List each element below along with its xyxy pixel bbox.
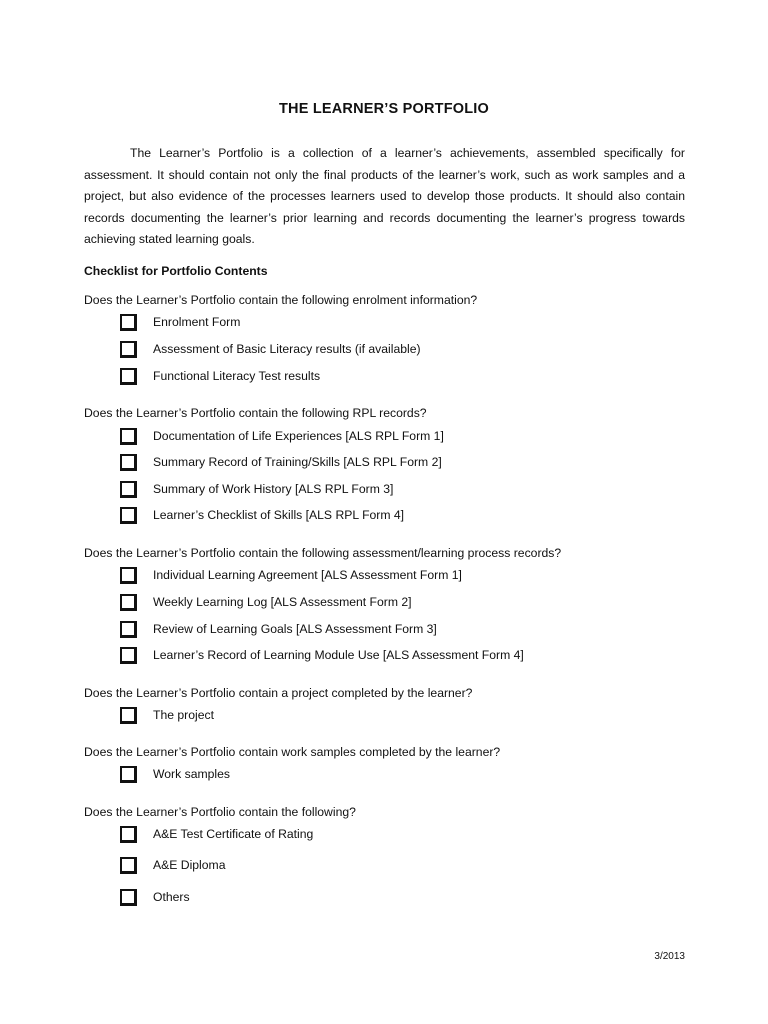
checklist-item-label: Summary Record of Training/Skills [ALS RPL Form 2] xyxy=(153,455,442,469)
checkbox-icon[interactable] xyxy=(120,647,137,664)
checklist-item-label: A&E Test Certificate of Rating xyxy=(153,827,314,841)
checklist-item-label: Work samples xyxy=(153,767,230,781)
checklist-heading: Checklist for Portfolio Contents xyxy=(84,264,268,278)
checklist-item-label: Functional Literacy Test results xyxy=(153,369,321,383)
checkbox-icon[interactable] xyxy=(120,481,137,498)
checkbox-icon[interactable] xyxy=(120,341,137,358)
page-footer-date: 3/2013 xyxy=(654,951,685,962)
checklist-item-label: Learner’s Checklist of Skills [ALS RPL Form 4] xyxy=(153,508,405,522)
checklist-item-label: Assessment of Basic Literacy results (if available) xyxy=(153,342,421,356)
section-question-project: Does the Learner’s Portfolio contain a project completed by the learner? xyxy=(84,686,473,700)
checkbox-icon[interactable] xyxy=(120,428,137,445)
checklist-item-label: The project xyxy=(153,708,214,722)
checkbox-icon[interactable] xyxy=(120,857,137,874)
section-question-other: Does the Learner’s Portfolio contain the following? xyxy=(84,805,356,819)
checklist-item-label: Documentation of Life Experiences [ALS RPL Form 1] xyxy=(153,429,444,443)
checkbox-icon[interactable] xyxy=(120,454,137,471)
checklist-item-label: Summary of Work History [ALS RPL Form 3] xyxy=(153,482,394,496)
checklist-item-label: Weekly Learning Log [ALS Assessment Form 2] xyxy=(153,595,412,609)
section-question-work-samples: Does the Learner’s Portfolio contain work samples completed by the learner? xyxy=(84,745,501,759)
checkbox-icon[interactable] xyxy=(120,707,137,724)
checklist-item-label: Learner’s Record of Learning Module Use [ALS Assessment Form 4] xyxy=(153,648,524,662)
checklist-item-label: Individual Learning Agreement [ALS Assessment Form 1] xyxy=(153,568,462,582)
checklist-item-label: Others xyxy=(153,890,190,904)
checklist-item-label: Enrolment Form xyxy=(153,315,241,329)
checkbox-icon[interactable] xyxy=(120,594,137,611)
checkbox-icon[interactable] xyxy=(120,621,137,638)
checkbox-icon[interactable] xyxy=(120,507,137,524)
section-question-rpl: Does the Learner’s Portfolio contain the following RPL records? xyxy=(84,406,427,420)
checkbox-icon[interactable] xyxy=(120,826,137,843)
checklist-item-label: A&E Diploma xyxy=(153,858,226,872)
checklist-item-label: Review of Learning Goals [ALS Assessment Form 3] xyxy=(153,622,437,636)
intro-paragraph: The Learner’s Portfolio is a collection of a learner’s achievements, assembled specifically for assessment. It should contain not only the final products of the learner’s work, such as work samples and a project, but also evidence of the processes learners used to develop those products. It should also contain records documenting the learner’s prior learning and records documenting the learner’s progress towards achieving stated learning goals. xyxy=(84,146,685,246)
checkbox-icon[interactable] xyxy=(120,368,137,385)
checkbox-icon[interactable] xyxy=(120,314,137,331)
checkbox-icon[interactable] xyxy=(120,889,137,906)
section-question-assessment: Does the Learner’s Portfolio contain the following assessment/learning process records? xyxy=(84,546,562,560)
checkbox-icon[interactable] xyxy=(120,766,137,783)
page-title: THE LEARNER’S PORTFOLIO xyxy=(278,101,490,117)
section-question-enrolment: Does the Learner’s Portfolio contain the following enrolment information? xyxy=(84,293,478,307)
checkbox-icon[interactable] xyxy=(120,567,137,584)
